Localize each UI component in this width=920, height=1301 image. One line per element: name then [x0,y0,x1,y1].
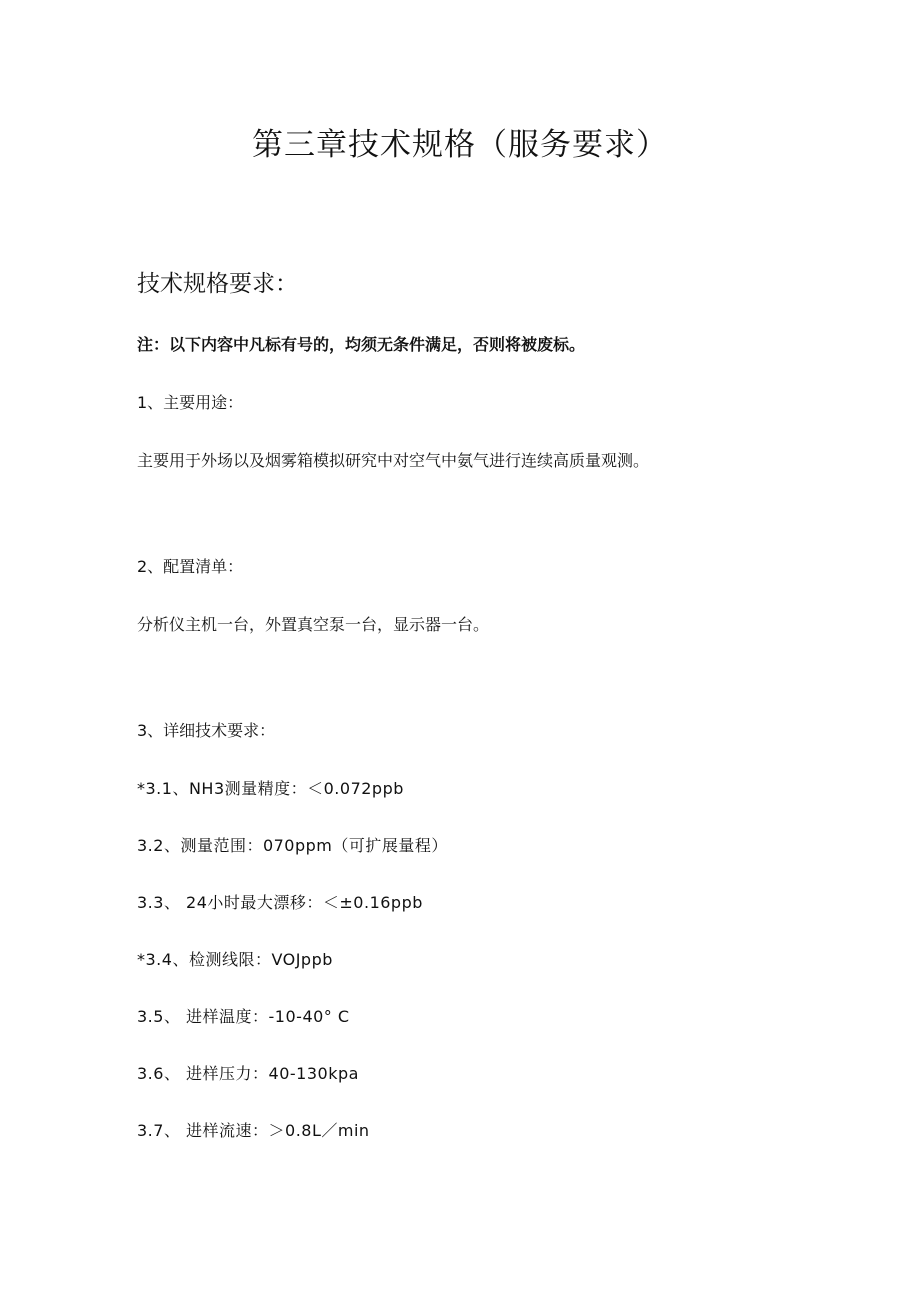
spec-item: 3.5、 进样温度：-10-40° C [137,1007,350,1026]
item1-text: 主要用于外场以及烟雾箱模拟研究中对空气中氨气进行连续高质量观测。 [137,451,650,470]
item2-heading: 2、配置清单： [137,557,244,576]
item3-heading: 3、详细技术要求： [137,721,276,740]
spec-item: 3.7、 进样流速：＞0.8L／min [137,1121,370,1140]
chapter-title: 第三章技术规格（服务要求） [252,127,668,163]
item2-text: 分析仪主机一台，外置真空泵一台，显示器一台。 [137,615,490,634]
section-heading: 技术规格要求： [137,271,298,297]
mandatory-note: 注：以下内容中凡标有号的，均须无条件满足，否则将被废标。 [137,335,586,354]
spec-item: 3.3、 24小时最大漂移：＜±0.16ppb [137,893,423,912]
spec-item: 3.2、测量范围：070ppm（可扩展量程） [137,836,448,855]
item1-heading: 1、主要用途： [137,393,244,412]
spec-item: *3.4、检测线限：VOJppb [137,950,333,969]
spec-item: *3.1、NH3测量精度：＜0.072ppb [137,779,404,798]
spec-item: 3.6、 进样压力：40-130kpa [137,1064,359,1083]
